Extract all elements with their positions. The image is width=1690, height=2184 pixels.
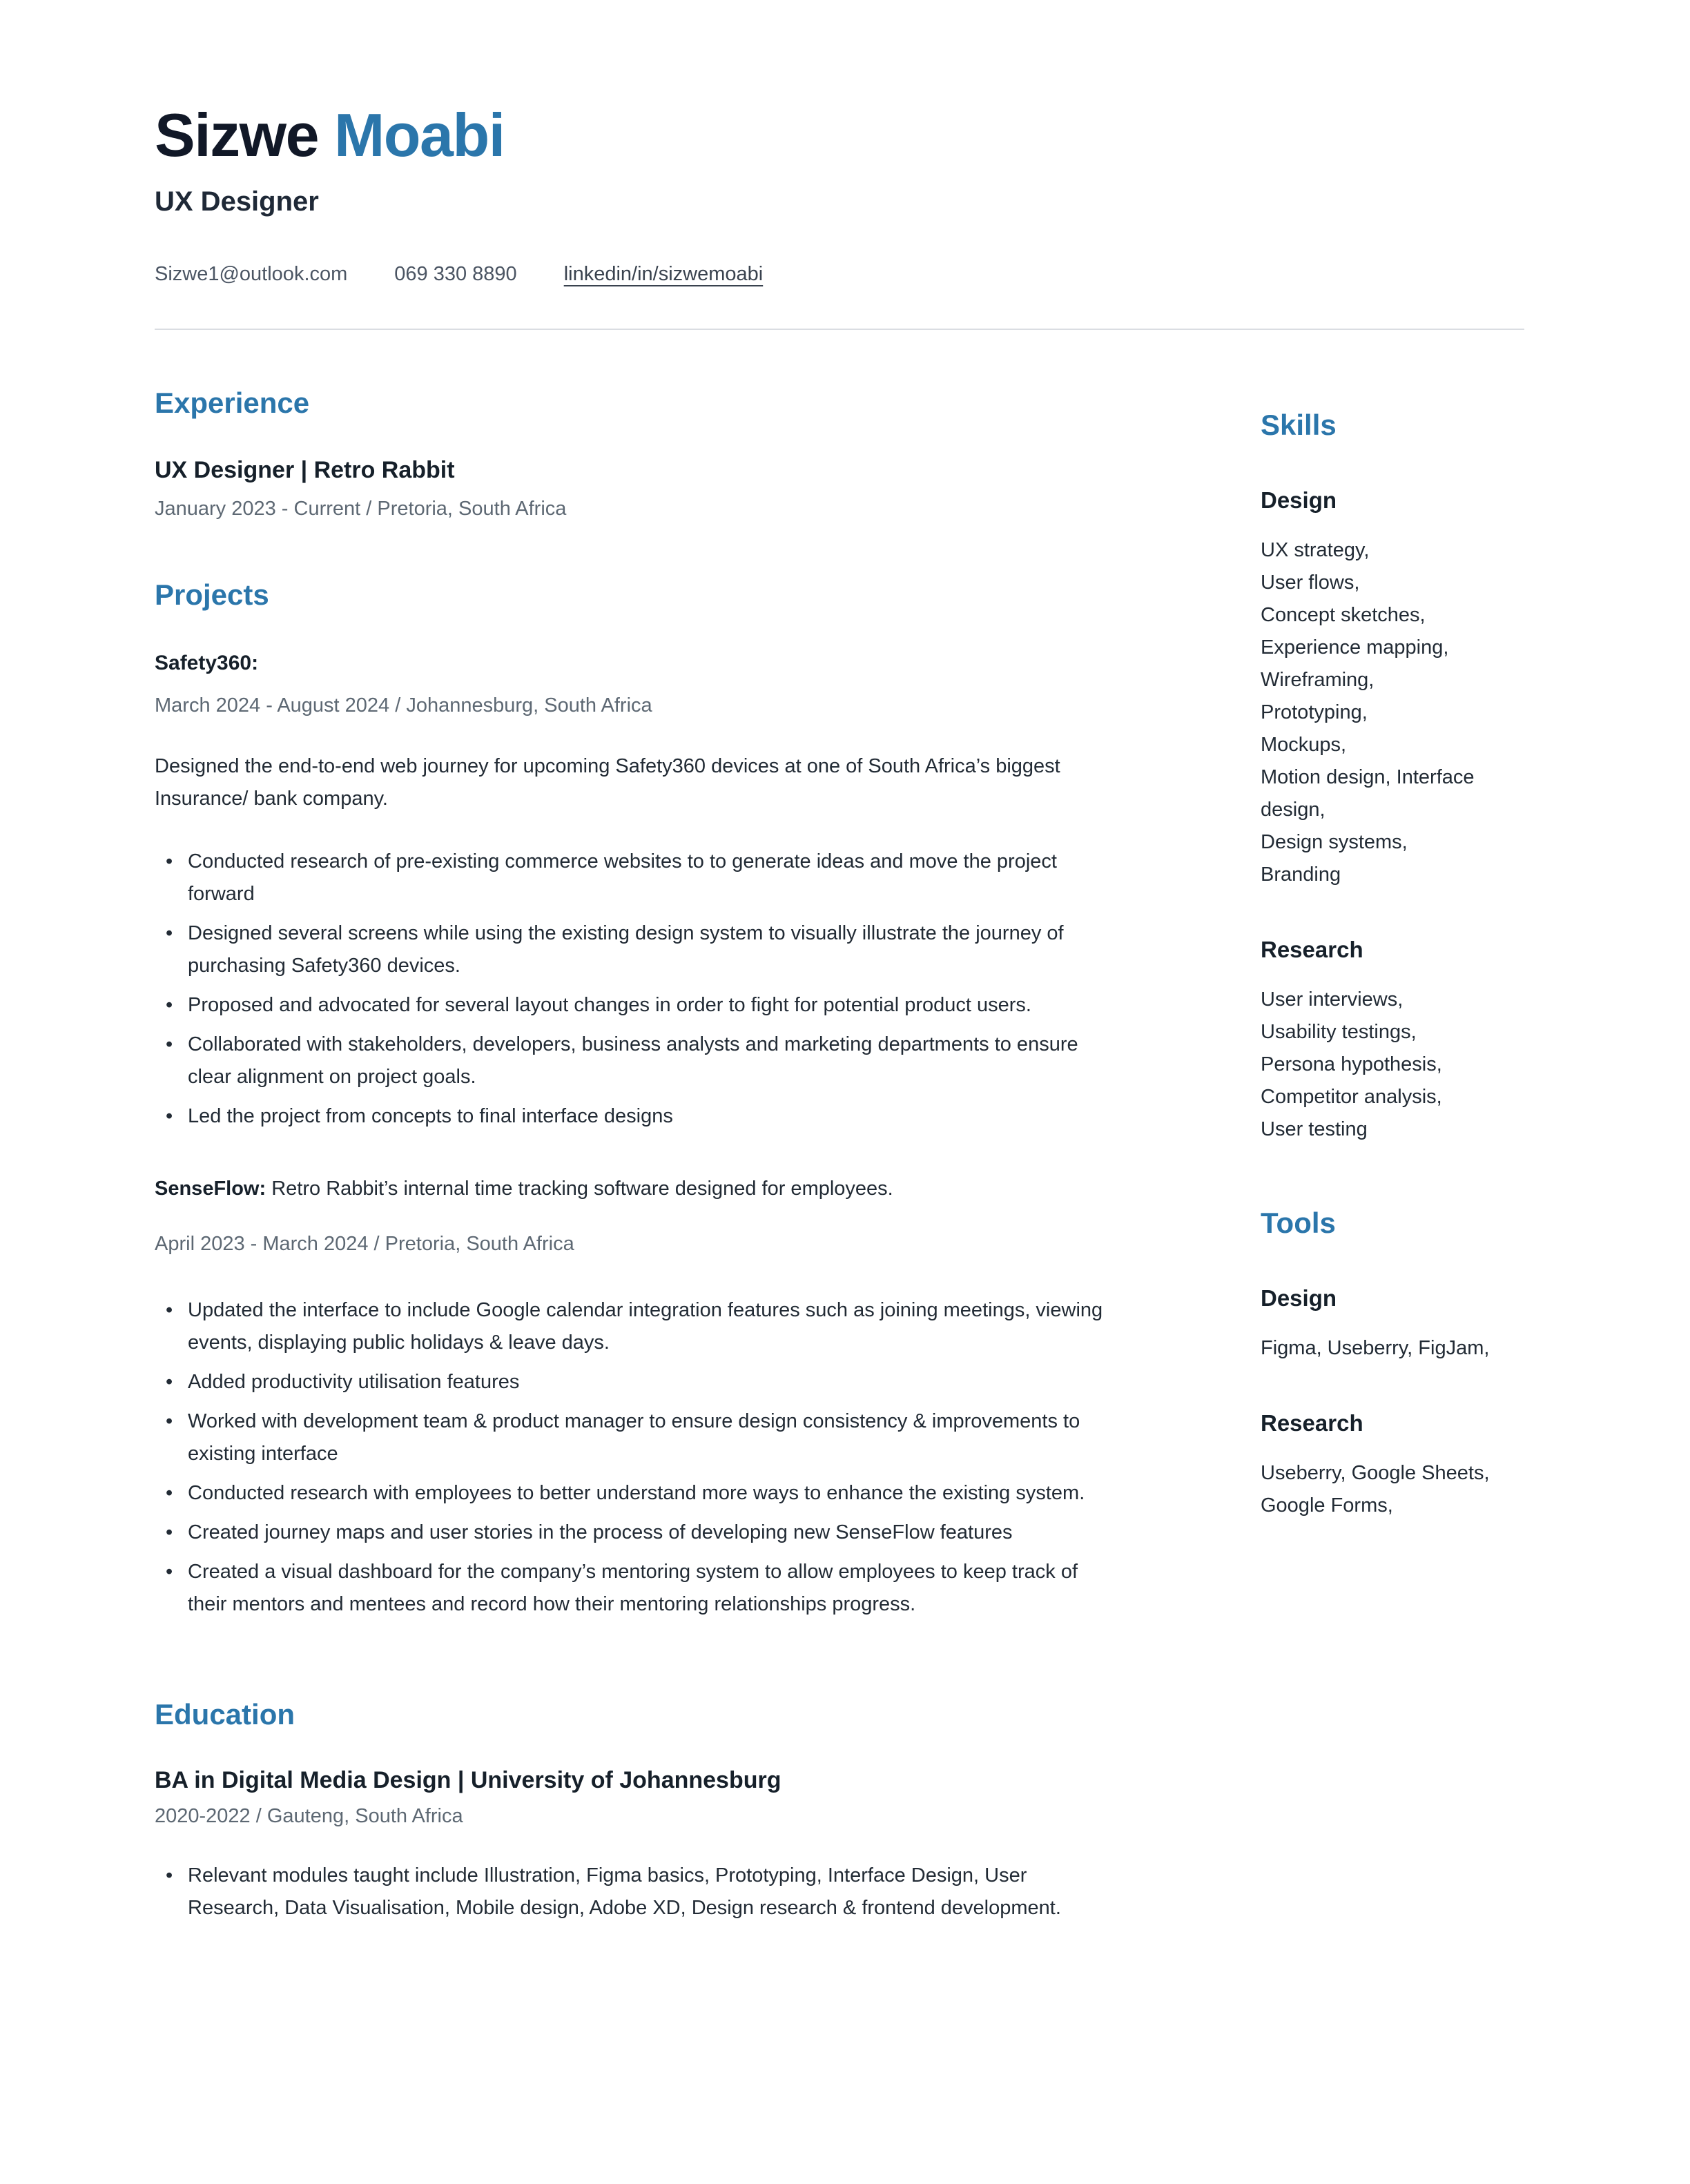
skill-item: User flows,	[1261, 572, 1360, 594]
skill-item: Branding	[1261, 864, 1341, 886]
bullet-item: • Worked with development team & product manager to ensure design consistency & improvements to existing interface	[155, 1405, 1114, 1470]
skills-design-list	[1261, 534, 1509, 891]
education-item-title: BA in Digital Media Design | University of Johannesburg	[155, 1766, 781, 1793]
tools-section	[1261, 1207, 1509, 1522]
sidebar-column	[1261, 335, 1509, 1931]
phone-text: 069 330 8890	[394, 263, 517, 286]
skills-design-label: Design	[1261, 487, 1337, 514]
project-item	[155, 1173, 1114, 1621]
header-divider	[155, 329, 1524, 330]
experience-item-title: UX Designer | Retro Rabbit	[155, 457, 455, 484]
experience-section	[155, 387, 1114, 520]
projects-section	[155, 578, 1114, 1620]
skill-item: Prototyping,	[1261, 701, 1368, 724]
skills-research-label: Research	[1261, 937, 1363, 963]
project-meta: March 2024 - August 2024 / Johannesburg, South Africa	[155, 694, 652, 717]
project-inline-title	[155, 1173, 1114, 1205]
skill-item: Design systems,	[1261, 831, 1408, 854]
skill-item: Concept sketches,	[1261, 604, 1426, 627]
project-bullet-list	[155, 846, 1114, 1133]
last-name: Moabi	[334, 101, 505, 169]
bullet-item: • Conducted research with employees to better understand more ways to enhance the existing system.	[155, 1477, 1114, 1510]
bullet-item: • Created journey maps and user stories in the process of developing new SenseFlow features	[155, 1517, 1114, 1549]
skill-item: Mockups,	[1261, 734, 1347, 757]
skill-item: Motion design, Interface design,	[1261, 766, 1475, 821]
education-bullet-list	[155, 1860, 1114, 1924]
tools-design-label: Design	[1261, 1285, 1337, 1311]
bullet-item: • Conducted research of pre-existing commerce websites to to generate ideas and move the project forward	[155, 846, 1114, 910]
skills-heading: Skills	[1261, 409, 1337, 442]
bullet-item: • Updated the interface to include Google calendar integration features such as joining meetings, viewing events, displaying public holidays & leave days.	[155, 1294, 1114, 1359]
bullet-item: • Proposed and advocated for several layout changes in order to fight for potential product users.	[155, 989, 1114, 1022]
bullet-item: • Relevant modules taught include Illustration, Figma basics, Prototyping, Interface Design, User Research, Data Visualisation, Mobile design, Adobe XD, Design research & frontend development.	[155, 1860, 1114, 1924]
person-job-title: UX Designer	[155, 186, 319, 217]
project-name: SenseFlow:	[155, 1178, 266, 1200]
person-name	[155, 101, 1524, 169]
project-name: Safety360:	[155, 652, 259, 675]
project-meta: April 2023 - March 2024 / Pretoria, South Africa	[155, 1233, 574, 1256]
education-section	[155, 1698, 1114, 1924]
main-column	[155, 335, 1114, 1931]
bullet-item: • Designed several screens while using the existing design system to visually illustrate the journey of purchasing Safety360 devices.	[155, 917, 1114, 982]
projects-heading: Projects	[155, 578, 269, 612]
resume-header	[155, 101, 1524, 286]
skill-item: User interviews,	[1261, 988, 1404, 1011]
bullet-item: • Created a visual dashboard for the company’s mentoring system to allow employees to keep track of their mentors and mentees and record how their mentoring relationships progress.	[155, 1556, 1114, 1621]
project-item	[155, 652, 1114, 1133]
experience-item-meta: January 2023 - Current / Pretoria, South Africa	[155, 498, 567, 520]
project-bullet-list	[155, 1294, 1114, 1621]
contact-row	[155, 263, 1524, 286]
skill-item: Competitor analysis,	[1261, 1085, 1442, 1108]
first-name: Sizwe	[155, 101, 319, 169]
project-description: Designed the end-to-end web journey for upcoming Safety360 devices at one of South Africa’s biggest Insurance/ bank company.	[155, 755, 1060, 810]
email-text: Sizwe1@outlook.com	[155, 263, 348, 286]
tools-research-label: Research	[1261, 1410, 1363, 1436]
tools-heading: Tools	[1261, 1206, 1336, 1239]
tools-design-text: Figma, Useberry, FigJam,	[1261, 1336, 1490, 1359]
skills-research-list	[1261, 984, 1509, 1146]
bullet-item: • Collaborated with stakeholders, developers, business analysts and marketing departments to ensure clear alignment on project goals.	[155, 1028, 1114, 1093]
tools-research-text: Useberry, Google Sheets, Google Forms,	[1261, 1461, 1490, 1517]
bullet-item: • Led the project from concepts to final interface designs	[155, 1100, 1114, 1133]
bullet-item: • Added productivity utilisation features	[155, 1366, 1114, 1398]
project-description: Retro Rabbit’s internal time tracking software designed for employees.	[271, 1178, 893, 1200]
skill-item: Persona hypothesis,	[1261, 1053, 1442, 1075]
skills-section	[1261, 409, 1509, 1146]
education-heading: Education	[155, 1697, 295, 1730]
skill-item: UX strategy,	[1261, 539, 1370, 562]
skill-item: User testing	[1261, 1118, 1368, 1140]
skill-item: Experience mapping,	[1261, 636, 1449, 659]
linkedin-link[interactable]: linkedin/in/sizwemoabi	[563, 263, 764, 286]
experience-heading: Experience	[155, 387, 310, 420]
skill-item: Wireframing,	[1261, 669, 1375, 692]
content-columns	[155, 335, 1524, 1931]
skill-item: Usability testings,	[1261, 1021, 1417, 1044]
education-item-meta: 2020-2022 / Gauteng, South Africa	[155, 1804, 463, 1827]
